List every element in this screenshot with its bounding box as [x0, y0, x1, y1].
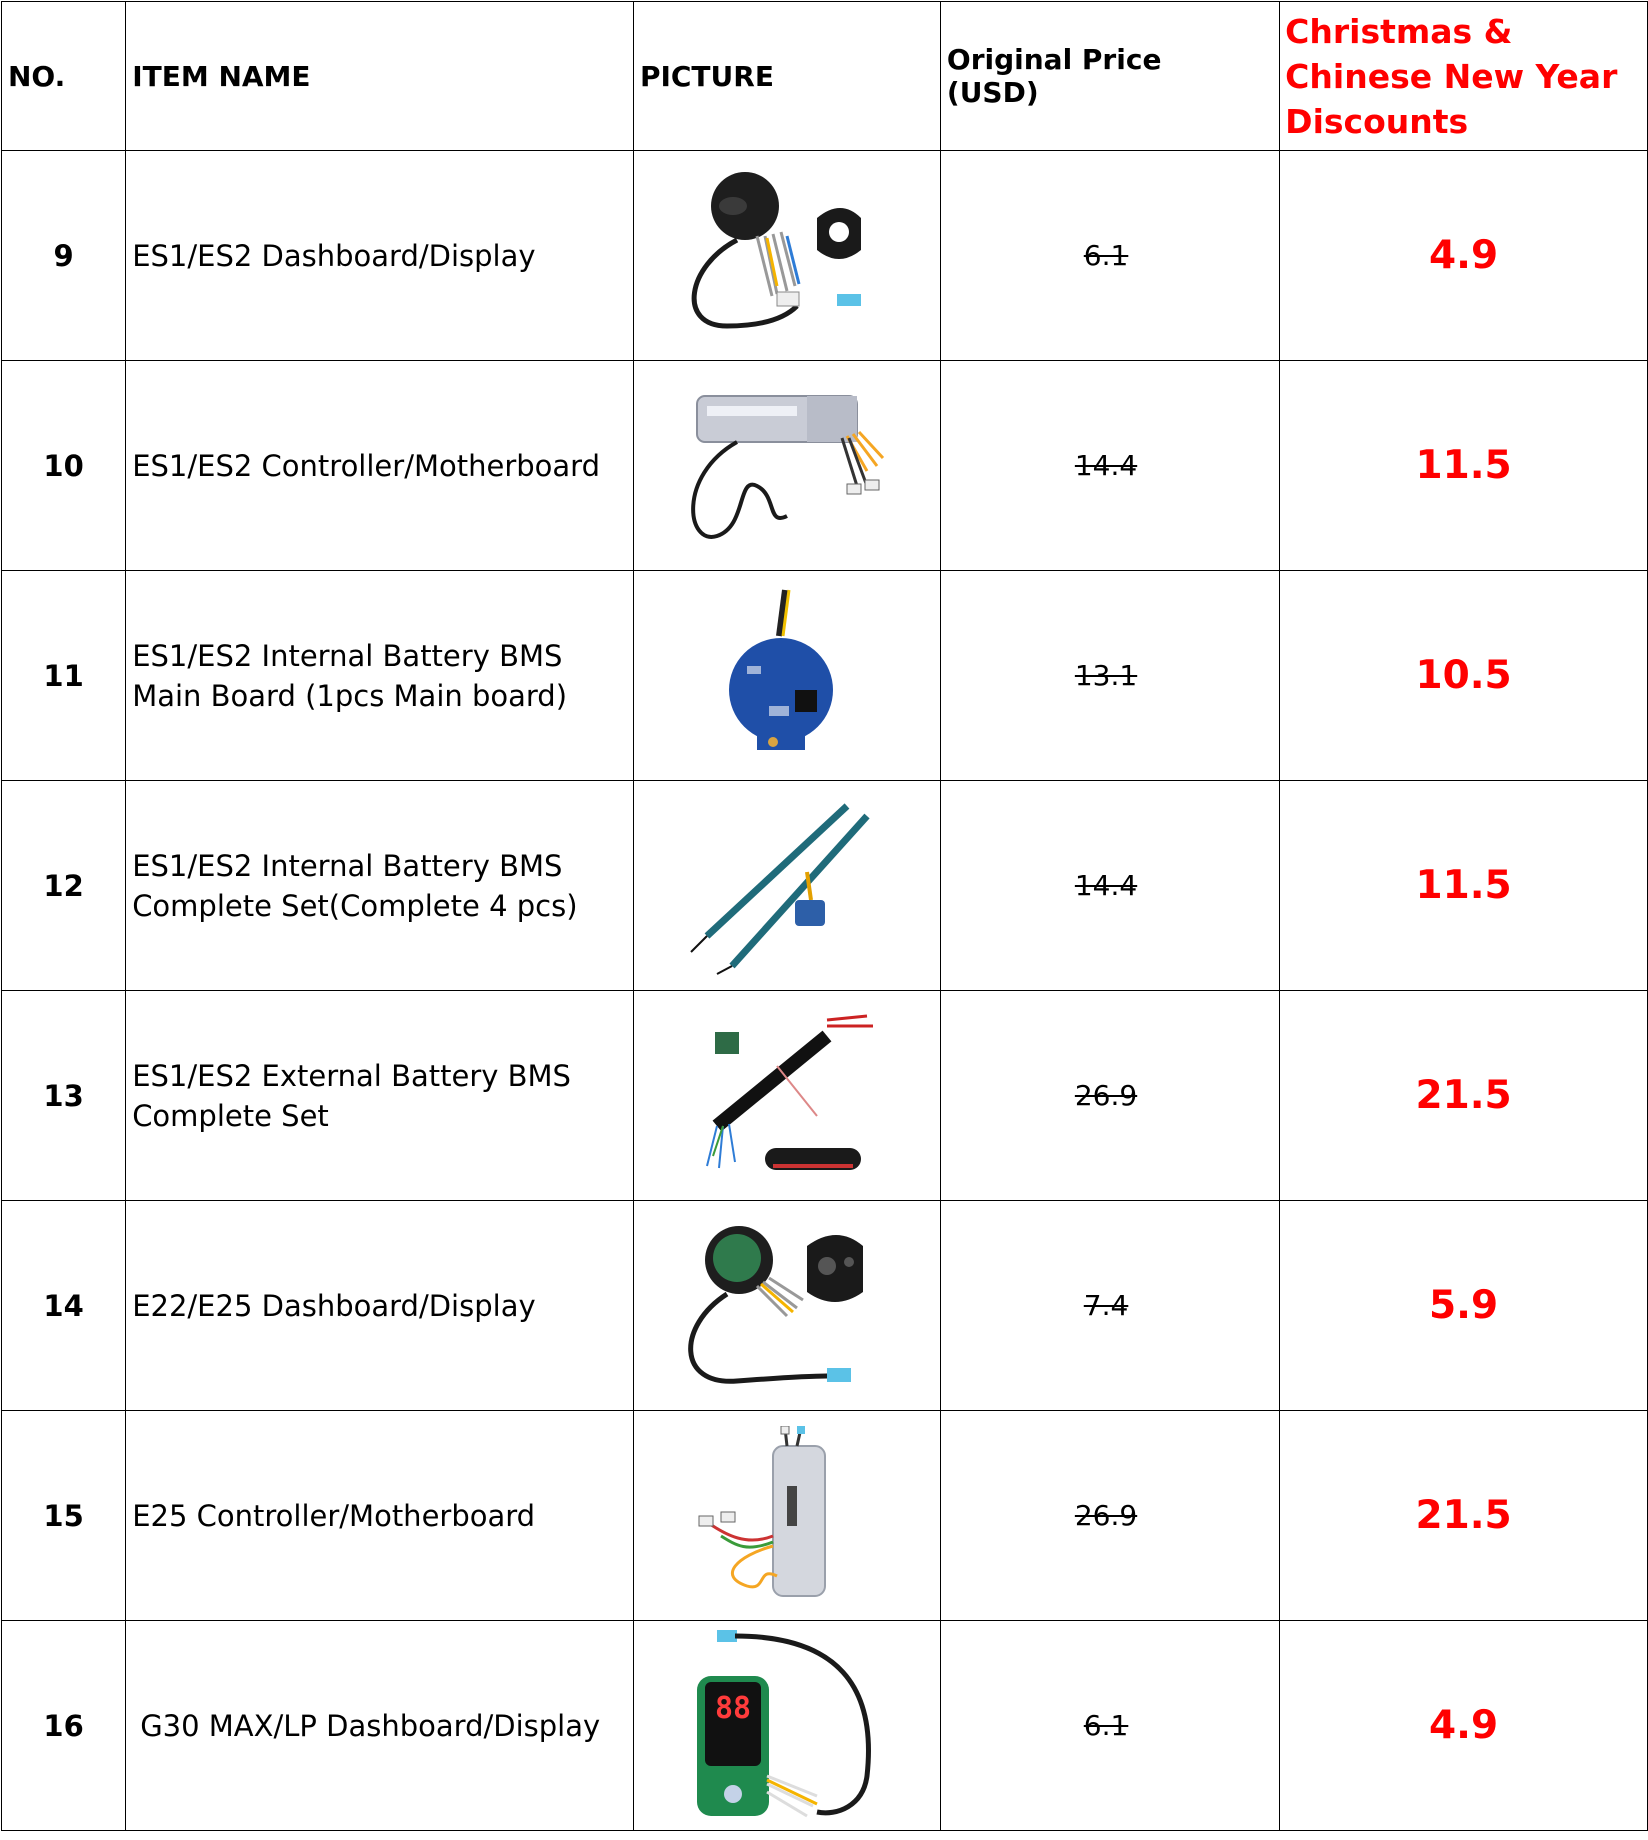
external-bms-photo: [677, 1006, 897, 1186]
header-picture: PICTURE: [633, 2, 940, 151]
discount-price: 21.5: [1280, 1411, 1648, 1621]
discount-price: 11.5: [1280, 361, 1648, 571]
original-price: [940, 151, 1279, 361]
item-name: ES1/ES2 Internal Battery BMS Main Board (1pcs Main board): [126, 571, 634, 781]
item-no: 9: [2, 151, 126, 361]
header-discount-line3: Discounts: [1285, 101, 1469, 141]
item-picture: [633, 1411, 940, 1621]
item-no: 15: [2, 1411, 126, 1621]
original-price-value: 6.1: [1083, 239, 1129, 272]
header-original-price: [940, 2, 1279, 151]
item-picture: [633, 571, 940, 781]
controller-tube-photo: [677, 1426, 897, 1606]
dashboard-display-photo: [677, 166, 897, 346]
item-name: ES1/ES2 External Battery BMS Complete Set: [126, 991, 634, 1201]
header-discount: [1280, 2, 1648, 151]
original-price: [940, 781, 1279, 991]
item-picture: [633, 991, 940, 1201]
item-picture: [633, 151, 940, 361]
controller-photo: [677, 376, 897, 556]
item-name: E22/E25 Dashboard/Display: [126, 1201, 634, 1411]
original-price-value: 14.4: [1074, 449, 1138, 482]
svg-text:88: 88: [714, 1690, 752, 1726]
original-price: [940, 1411, 1279, 1621]
item-no: 13: [2, 991, 126, 1201]
original-price: [940, 1201, 1279, 1411]
price-table: [1, 1, 1648, 1831]
discount-price: 4.9: [1280, 1621, 1648, 1831]
original-price: [940, 1621, 1279, 1831]
item-picture: [633, 1201, 940, 1411]
original-price: [940, 571, 1279, 781]
item-picture: [633, 361, 940, 571]
table-row: [2, 151, 1648, 361]
item-picture: [633, 781, 940, 991]
original-price: [940, 991, 1279, 1201]
header-original-price-line1: Original Price: [946, 43, 1162, 76]
item-no: 11: [2, 571, 126, 781]
item-name-text: G30 MAX/LP Dashboard/Display: [140, 1708, 601, 1743]
original-price-value: 26.9: [1074, 1079, 1138, 1112]
original-price-value: 7.4: [1083, 1289, 1129, 1322]
discount-price: 4.9: [1280, 151, 1648, 361]
discount-price: 5.9: [1280, 1201, 1648, 1411]
original-price-value: 14.4: [1074, 869, 1138, 902]
item-name: ES1/ES2 Controller/Motherboard: [126, 361, 634, 571]
original-price-value: 13.1: [1074, 659, 1138, 692]
original-price: [940, 361, 1279, 571]
original-price-value: 26.9: [1074, 1499, 1138, 1532]
original-price-value: 6.1: [1083, 1709, 1129, 1742]
table-row: [2, 991, 1648, 1201]
header-no: NO.: [2, 2, 126, 151]
bms-board-photo: [677, 586, 897, 766]
item-name: [126, 1621, 634, 1831]
table-row: [2, 361, 1648, 571]
item-no: 12: [2, 781, 126, 991]
header-row: [2, 2, 1648, 151]
item-name: ES1/ES2 Dashboard/Display: [126, 151, 634, 361]
item-name: E25 Controller/Motherboard: [126, 1411, 634, 1621]
discount-price: 21.5: [1280, 991, 1648, 1201]
bms-set-photo: [677, 796, 897, 976]
table-row: [2, 1201, 1648, 1411]
table-row: [2, 1411, 1648, 1621]
item-picture: [633, 1621, 940, 1831]
item-name: ES1/ES2 Internal Battery BMS Complete Set(Complete 4 pcs): [126, 781, 634, 991]
table-row: [2, 781, 1648, 991]
dashboard-display-photo: [677, 1216, 897, 1396]
table-row: [2, 571, 1648, 781]
item-no: 16: [2, 1621, 126, 1831]
discount-price: 10.5: [1280, 571, 1648, 781]
table-row: [2, 1621, 1648, 1831]
g30-display-photo: [677, 1626, 897, 1826]
header-item-name: ITEM NAME: [126, 2, 634, 151]
item-no: 14: [2, 1201, 126, 1411]
header-discount-line2: Chinese New Year: [1285, 56, 1618, 96]
item-no: 10: [2, 361, 126, 571]
discount-price: 11.5: [1280, 781, 1648, 991]
header-original-price-line2: (USD): [946, 76, 1039, 109]
header-discount-line1: Christmas &: [1285, 11, 1513, 51]
